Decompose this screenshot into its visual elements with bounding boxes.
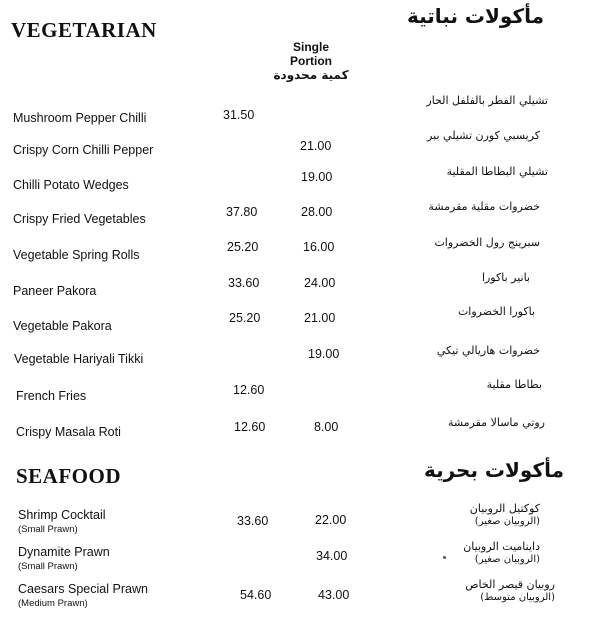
item-name-arabic: روتي ماسالا مقرمشة [447, 416, 545, 429]
item-name: Paneer Pakora [13, 284, 97, 298]
item-price-regular: 31.50 [223, 108, 255, 122]
item-price-single: 34.00 [316, 549, 348, 563]
column-header-arabic: كمية محدودة [273, 68, 349, 82]
menu-item-row [0, 578, 590, 618]
menu-item-row [0, 305, 590, 341]
ink-speck [443, 556, 446, 559]
item-name-arabic: خضروات هاريالي تيكي [436, 344, 540, 357]
item-title: Shrimp Cocktail [18, 508, 106, 522]
item-price-regular: 33.60 [237, 514, 269, 528]
item-price-regular: 25.20 [227, 240, 259, 254]
menu-item-row [0, 378, 590, 413]
menu-item-row [0, 502, 590, 542]
item-name-arabic: سبرينج رول الخضروات [434, 236, 540, 249]
item-price-single: 28.00 [301, 205, 333, 219]
item-name: French Fries [16, 389, 87, 403]
item-title-arabic: دايناميت الروبيان [463, 540, 540, 553]
item-title: Dynamite Prawn [18, 545, 110, 559]
item-name [18, 545, 110, 572]
item-name-arabic [470, 502, 540, 527]
item-price-regular: 37.80 [226, 205, 258, 219]
vegetarian-heading: VEGETARIAN [11, 18, 157, 42]
menu-item-row [0, 200, 590, 235]
item-name: Vegetable Pakora [13, 319, 112, 333]
item-note: (Small Prawn) [18, 561, 78, 572]
item-price-single: 21.00 [304, 311, 336, 325]
menu-item-row [0, 271, 590, 306]
item-price-single: 16.00 [303, 240, 335, 254]
item-price-single: 21.00 [300, 139, 332, 153]
item-price-single: 8.00 [314, 420, 339, 434]
item-price-regular: 54.60 [240, 588, 272, 602]
item-name-arabic: خضروات مقلية مقرمشة [428, 200, 540, 213]
item-note: (Small Prawn) [18, 524, 78, 535]
menu-item-row [0, 540, 590, 579]
item-name-arabic [463, 540, 540, 565]
menu-item-row [0, 416, 590, 450]
item-name-arabic: باكورا الخضروات [457, 305, 535, 318]
item-name: Crispy Masala Roti [16, 425, 121, 439]
item-title: Caesars Special Prawn [18, 582, 148, 596]
seafood-heading-arabic: مأكولات بحرية [423, 458, 564, 482]
item-name: Chilli Potato Wedges [13, 178, 129, 192]
item-price-regular: 25.20 [229, 311, 261, 325]
column-header-line1: Single [292, 40, 329, 54]
item-note-arabic: (الروبيان متوسط) [480, 592, 555, 603]
item-name [18, 508, 106, 535]
menu-item-row [0, 165, 590, 200]
seafood-heading: SEAFOOD [16, 464, 122, 488]
item-name: Mushroom Pepper Chilli [13, 111, 147, 125]
item-name [18, 582, 148, 609]
item-price-single: 22.00 [315, 513, 347, 527]
item-title-arabic: كوكتيل الروبيان [469, 502, 540, 515]
item-name: Vegetable Hariyali Tikki [14, 352, 144, 366]
item-name: Crispy Corn Chilli Pepper [13, 143, 154, 157]
vegetarian-heading-arabic: مأكولات نباتية [406, 4, 544, 28]
item-name-arabic: تشيلي الفطر بالفلفل الحار [426, 94, 548, 107]
item-price-regular: 12.60 [233, 383, 265, 397]
item-price-regular: 33.60 [228, 276, 260, 290]
menu-item-row [0, 344, 590, 377]
item-price-single: 24.00 [304, 276, 336, 290]
item-note-arabic: (الروبيان صغير) [474, 554, 540, 565]
item-name: Vegetable Spring Rolls [13, 248, 140, 262]
column-header-line2: Portion [290, 54, 332, 68]
item-name-arabic: بانير باكورا [481, 271, 530, 284]
item-name-arabic: بطاطا مقلية [486, 378, 542, 391]
item-price-regular: 12.60 [234, 420, 266, 434]
item-price-single: 43.00 [318, 588, 350, 602]
item-name: Crispy Fried Vegetables [13, 212, 146, 226]
item-price-single: 19.00 [301, 170, 333, 184]
item-name-arabic: كريسبي كورن تشيلي ببر [427, 129, 540, 142]
item-name-arabic [465, 578, 555, 603]
item-title-arabic: روبيان قيصر الخاص [465, 578, 555, 591]
item-price-single: 19.00 [308, 347, 340, 361]
item-name-arabic: تشيلي البطاطا المقلية [446, 165, 548, 178]
item-note-arabic: (الروبيان صغير) [474, 516, 540, 527]
item-note: (Medium Prawn) [18, 598, 88, 609]
menu-item-row [0, 236, 590, 270]
single-portion-column-header [270, 40, 352, 82]
